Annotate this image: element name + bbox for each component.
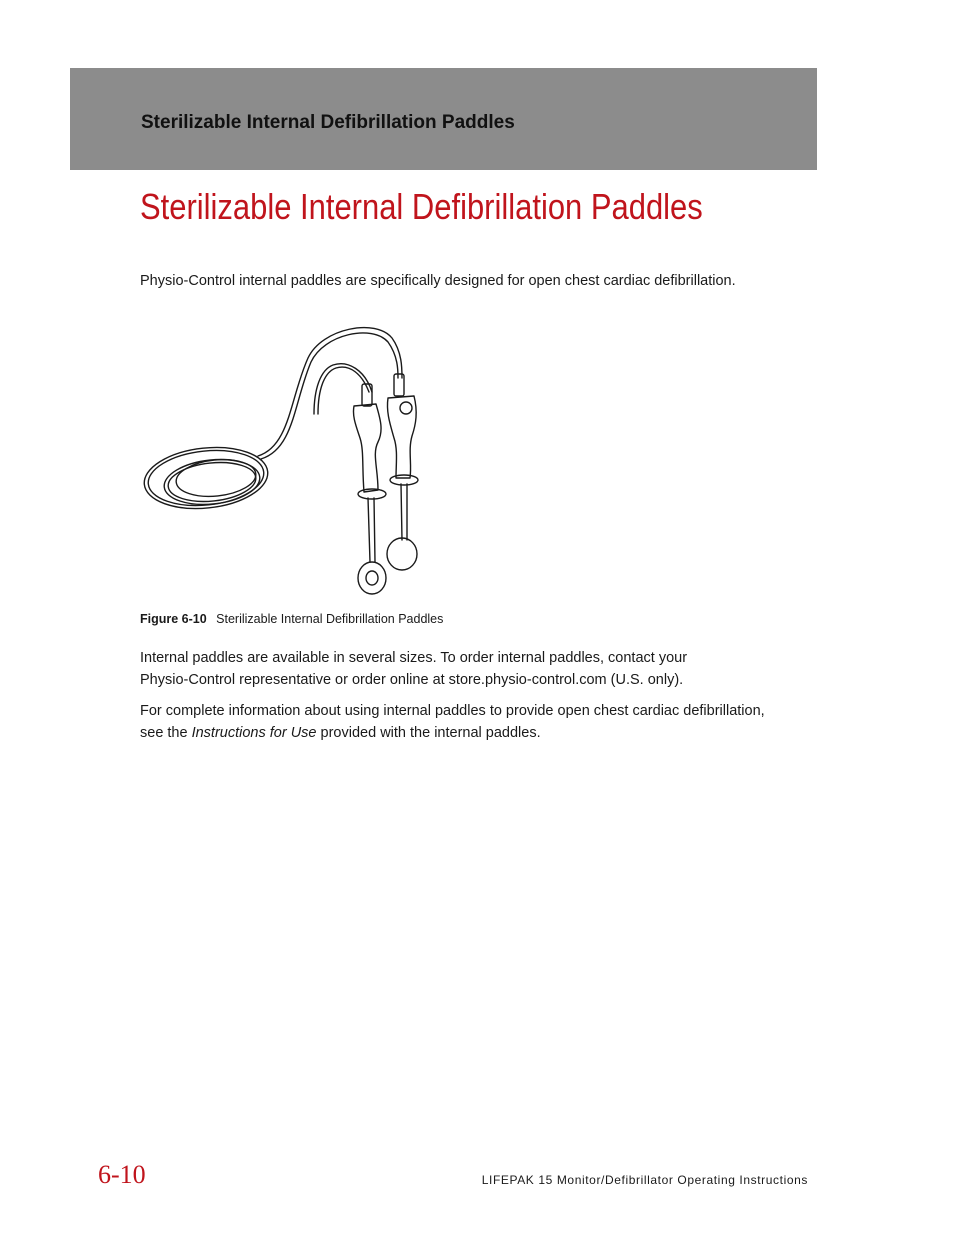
figure-caption [140,612,443,626]
paddle-left-handle [353,404,381,492]
paddle-left-electrode [358,562,386,594]
paddle-right-shaft [401,484,402,540]
figure-label: Figure 6-10 [140,612,207,626]
paddle-right-grip-ring [390,475,418,485]
instructions-line-2-post: provided with the internal paddles. [316,725,541,741]
cable-coil-outer [141,442,271,515]
intro-paragraph: Physio-Control internal paddles are specifically designed for open chest cardiac defibrillation. [140,273,736,289]
footer-document-title: LIFEPAK 15 Monitor/Defibrillator Operating Instructions [481,1173,808,1187]
ordering-line-1: Internal paddles are available in several sizes. To order internal paddles, contact your [140,650,688,666]
figure-caption-text: Sterilizable Internal Defibrillation Paddles [216,612,444,626]
page-number: 6-10 [98,1160,146,1189]
paddle-left-shaft [368,498,370,562]
cable-lead-2 [261,333,398,459]
instructions-line-2-pre: see the [140,725,192,741]
paddle-right-electrode [387,538,417,570]
section-header-band [70,68,817,170]
ordering-paragraph [140,647,687,691]
paddle-left-shaft-2 [374,498,375,562]
paddle-left-electrode-inner [366,571,378,585]
paddle-right-button [400,402,412,414]
instructions-line-2 [140,722,765,744]
instructions-line-1: For complete information about using internal paddles to provide open chest cardiac defibrillation, [140,703,765,719]
instructions-paragraph [140,700,765,744]
paddles-illustration [140,318,440,602]
page-title: Sterilizable Internal Defibrillation Paddles [140,186,703,227]
section-header-title: Sterilizable Internal Defibrillation Paddles [141,112,515,133]
ordering-line-2: Physio-Control representative or order online at store.physio-control.com (U.S. only). [140,672,684,688]
instructions-for-use-title: Instructions for Use [191,725,317,741]
